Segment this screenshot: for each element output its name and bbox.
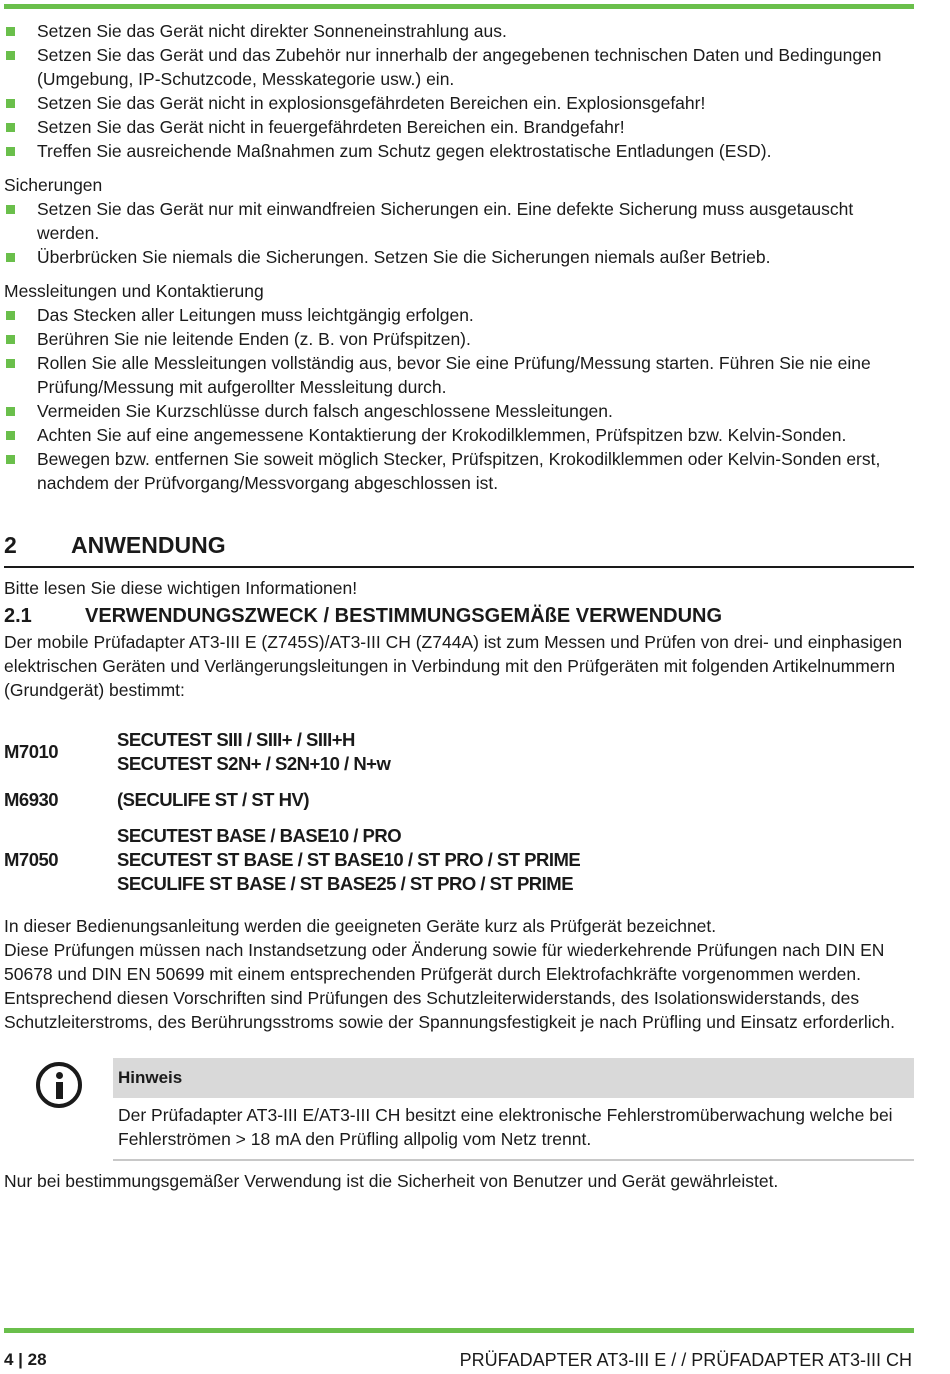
note-text: Der Prüfadapter AT3-III E/AT3-III CH besitzt eine elektronische Fehlerstromüberwachung welche bei Fehlerströmen > 18 mA den Prüfling allpolig vom Netz trennt. — [118, 1105, 893, 1149]
paragraph: Diese Prüfungen müssen nach Instandsetzung oder Änderung sowie für wiederkehrende Prüfungen nach DIN EN 50678 und DIN EN 50699 mit einem entsprechenden Prüfgerät durch Elektrofachkräfte vorgenommen werden. — [4, 940, 885, 984]
leads-heading: Messleitungen und Kontaktierung — [4, 281, 264, 301]
table-row — [4, 818, 580, 902]
page-number: 4 | 28 — [4, 1350, 47, 1369]
model-description: (SECULIFE ST / ST HV) — [117, 789, 309, 810]
model-code: M6930 — [4, 789, 59, 810]
safety-list — [4, 19, 914, 163]
chapter-title: ANWENDUNG — [71, 532, 226, 558]
list-item: Setzen Sie das Gerät nur mit einwandfreien Sicherungen ein. Eine defekte Sicherung muss ausgetauscht werden. — [4, 197, 914, 245]
paragraph: In dieser Bedienungsanleitung werden die geeigneten Geräte kurz als Prüfgerät bezeichnet. — [4, 916, 717, 936]
section-title: VERWENDUNGSZWECK / BESTIMMUNGSGEMÄßE VERWENDUNG — [85, 605, 723, 627]
list-item: Bewegen bzw. entfernen Sie soweit möglich Stecker, Prüfspitzen, Krokodilklemmen oder Kelvin-Sonden erst, nachdem der Prüfvorgang/Messvorgang abgeschlossen ist. — [4, 447, 914, 495]
models-table — [4, 722, 580, 902]
list-item: Rollen Sie alle Messleitungen vollständig aus, bevor Sie eine Prüfung/Messung starten. Führen Sie nie eine Prüfung/Messung mit aufgerollter Messleitung durch. — [4, 351, 914, 399]
list-item: Überbrücken Sie niemals die Sicherungen. Setzen Sie die Sicherungen niemals außer Betrieb. — [4, 245, 914, 269]
fuses-heading: Sicherungen — [4, 175, 103, 195]
list-item: Vermeiden Sie Kurzschlüsse durch falsch angeschlossene Messleitungen. — [4, 399, 914, 423]
leads-list — [4, 303, 914, 495]
footer-title: PRÜFADAPTER AT3-III E / / PRÜFADAPTER AT3-III CH — [459, 1350, 912, 1370]
note-box — [4, 1058, 914, 1161]
list-item: Setzen Sie das Gerät nicht direkter Sonneneinstrahlung aus. — [4, 19, 914, 43]
chapter-intro: Bitte lesen Sie diese wichtigen Informationen! — [4, 578, 358, 598]
bullet-square-icon — [6, 311, 15, 320]
section-number: 2.1 — [4, 605, 32, 627]
bullet-square-icon — [6, 147, 15, 156]
chapter-number: 2 — [4, 532, 17, 558]
top-accent-bar — [4, 4, 914, 9]
fuses-list — [4, 197, 914, 269]
model-description: SECUTEST SIII / SIII+ / SIII+H SECUTEST S2N+ / S2N+10 / N+w — [117, 729, 391, 774]
table-row — [4, 782, 580, 818]
note-body — [113, 1058, 914, 1161]
paragraph: Entsprechend diesen Vorschriften sind Prüfungen des Schutzleiterwiderstands, des Isolationswiderstands, des Schutzleiterstroms, des Berührungsstroms sowie der Spannungsfestigkeit je nach Prüfling und Einsatz erforderlich. — [4, 988, 895, 1032]
bottom-accent-bar — [4, 1328, 914, 1333]
model-description: SECUTEST BASE / BASE10 / PRO SECUTEST ST BASE / ST BASE10 / ST PRO / ST PRIME SECULIFE ST BASE / ST BASE25 / ST PRO / ST PRIME — [117, 825, 581, 894]
model-code: M7050 — [4, 849, 59, 870]
bullet-square-icon — [6, 455, 15, 464]
bullet-square-icon — [6, 99, 15, 108]
page-content — [4, 19, 914, 1193]
chapter-heading — [4, 530, 914, 568]
list-item: Setzen Sie das Gerät nicht in feuergefährdeten Bereichen ein. Brandgefahr! — [4, 115, 914, 139]
bullet-square-icon — [6, 359, 15, 368]
bullet-square-icon — [6, 407, 15, 416]
bullet-square-icon — [6, 27, 15, 36]
list-item: Berühren Sie nie leitende Enden (z. B. von Prüfspitzen). — [4, 327, 914, 351]
list-item: Treffen Sie ausreichende Maßnahmen zum Schutz gegen elektrostatische Entladungen (ESD). — [4, 139, 914, 163]
table-row — [4, 722, 580, 782]
model-code: M7010 — [4, 741, 59, 762]
bullet-square-icon — [6, 123, 15, 132]
closing-paragraph: Nur bei bestimmungsgemäßer Verwendung ist die Sicherheit von Benutzer und Gerät gewährleistet. — [4, 1171, 779, 1191]
bullet-square-icon — [6, 335, 15, 344]
list-item: Setzen Sie das Gerät nicht in explosionsgefährdeten Bereichen ein. Explosionsgefahr! — [4, 91, 914, 115]
bullet-square-icon — [6, 205, 15, 214]
info-icon — [36, 1062, 82, 1108]
bullet-square-icon — [6, 431, 15, 440]
bullet-square-icon — [6, 51, 15, 60]
list-item: Setzen Sie das Gerät und das Zubehör nur innerhalb der angegebenen technischen Daten und Bedingungen (Umgebung, IP-Schutzcode, Messkategorie usw.) ein. — [4, 43, 914, 91]
list-item: Achten Sie auf eine angemessene Kontaktierung der Krokodilklemmen, Prüfspitzen bzw. Kelvin-Sonden. — [4, 423, 914, 447]
list-item: Das Stecken aller Leitungen muss leichtgängig erfolgen. — [4, 303, 914, 327]
section-heading — [4, 602, 914, 630]
section-paragraph: Der mobile Prüfadapter AT3-III E (Z745S)/AT3-III CH (Z744A) ist zum Messen und Prüfen von drei- und einphasigen elektrischen Geräten und Verlängerungsleitungen in Verbindung mit den Prüfgeräten mit folgenden Artikelnummern (Grundgerät) bestimmt: — [4, 632, 903, 700]
bullet-square-icon — [6, 253, 15, 262]
note-title: Hinweis — [113, 1058, 914, 1098]
